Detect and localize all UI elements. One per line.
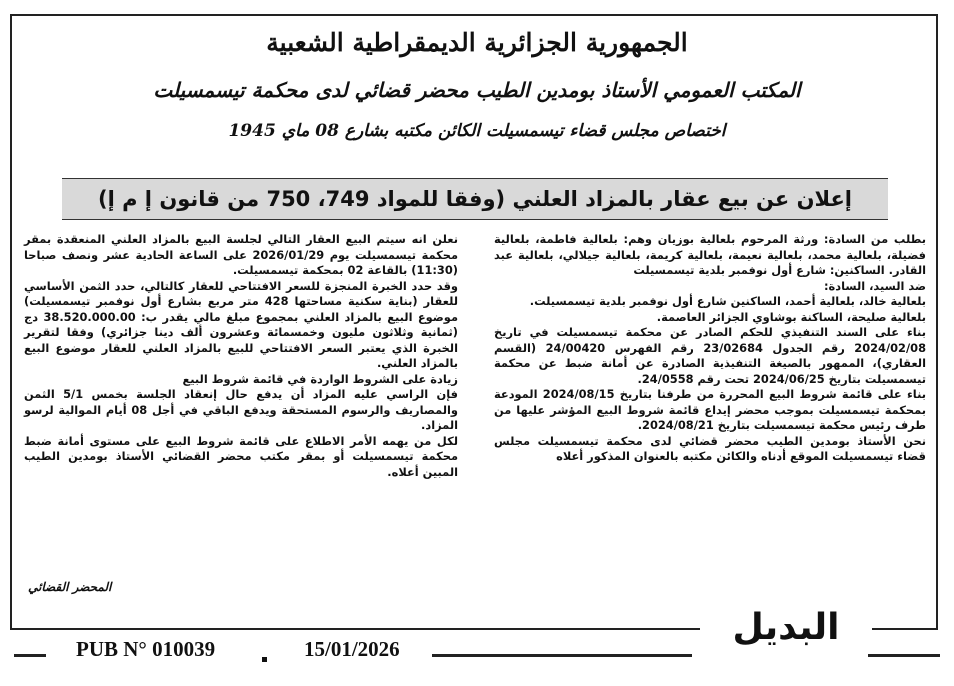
left-paragraph: وقد حدد الخبرة المنجزة للسعر الافتتاحي للعقار كالتالي، حدد الثمن الأساسي للعقار (بناية سكنية مساحتها 428 متر مربع بشارع أول نوفمبر تيسمسيلت) موضوع البيع بالمزاد العلني بمجموع مبلغ مالي يقدر ب: 38.520.000.00 دج (ثمانية وثلاثون مليون وخمسمائة وعشرون ألف دينا جزائري) وفقا لتقرير الخبرة الذي يعتبر السعر الافتتاحي للبيع بالمزاد العلني للعقار موضوع البيع بالمزاد العلني.	[24, 278, 458, 370]
left-paragraph: فإن الراسي عليه المزاد أن يدفع حال إنعقاد الجلسة بخمس 5/1 الثمن والمصاريف والرسوم المستحقة ويدفع الباقي في أجل 08 أيام الموالية لرسو المزاد.	[24, 387, 458, 432]
right-paragraph: بطلب من السادة: ورثة المرحوم بلعالية بوزيان وهم: بلعالية فاطمة، بلعالية فضيلة، بلعالية محمد، بلعالية نعيمة، بلعالية كريمة، بلعالية جيلالي، بلعالية عبد القادر. الساكنين: شارع أول نوفمبر بلدية تيسمسيلت	[494, 232, 926, 277]
right-paragraph: نحن الأستاذ بومدين الطيب محضر قضائي لدى محكمة تيسمسيلت مجلس قضاء تيسمسيلت الموقع أدناه والكائن مكتبه بالعنوان المذكور أعلاه	[494, 433, 926, 463]
footer-rule-left	[14, 654, 46, 657]
announcement-title: إعلان عن بيع عقار بالمزاد العلني (وفقا للمواد 749، 750 من قانون إ م إ)	[62, 178, 888, 220]
left-paragraph: زيادة على الشروط الواردة في قائمة شروط البيع	[182, 371, 458, 386]
left-paragraph: لكل من يهمه الأمر الاطلاع على قائمة شروط البيع على مستوى أمانة ضبط محكمة تيسمسيلت أو بمقر مكتب محضر القضائي الأستاذ بومدين الطيب المبين أعلاه.	[24, 433, 458, 479]
publication-number: PUB N° 010039	[72, 637, 219, 662]
footer-rule-right	[868, 654, 940, 657]
right-paragraph: بلعالية صليحة، الساكنة بوشاوي الجزائر العاصمة.	[656, 309, 926, 324]
right-column	[494, 232, 926, 465]
right-paragraph: بلعالية خالد، بلعالية أحمد، الساكنين شارع أول نوفمبر بلدية تيسمسيلت.	[529, 294, 926, 308]
publication-logo: البديل	[700, 604, 872, 652]
left-column	[24, 232, 458, 480]
right-paragraph: ضد السيد، السادة:	[823, 278, 926, 293]
publication-date: 15/01/2026	[300, 637, 404, 662]
right-paragraph: بناء على قائمة شروط البيع المحررة من طرفنا بتاريخ 2024/08/15 المودعة بمحكمة تيسمسيلت بموجب محضر إيداع قائمة شروط البيع المؤشر عليها من طرف رئيس محكمة تيسمسيلت بتاريخ 2024/08/21.	[494, 387, 926, 432]
separator-dot	[262, 657, 267, 662]
right-paragraph: بناء على السند التنفيذي للحكم الصادر عن محكمة تيسمسيلت في تاريخ 2024/02/08 رقم الجدول 23/02684 رقم الفهرس 24/00420 (القسم العقاري)، الممهور بالصيغة التنفيذية الصادرة عن أمانة ضبط عن محكمة تيسمسيلت بتاريخ 2024/06/25 تحت رقم 24/0558.	[494, 325, 926, 386]
office-heading: المكتب العمومي الأستاذ بومدين الطيب محضر قضائي لدى محكمة تيسمسيلت	[153, 78, 801, 102]
left-paragraph: نعلن انه سيتم البيع العقار التالي لجلسة البيع بالمزاد العلني المنعقدة بمقر محكمة تيسمسيلت يوم 2026/01/29 على الساعة الحادية عشر ونصف صباحا (11:30) بالقاعة 02 بمحكمة تيسمسيلت.	[24, 232, 458, 277]
bailiff-signature: المحضر القضائي	[28, 580, 112, 594]
republic-heading: الجمهورية الجزائرية الديمقراطية الشعبية	[266, 28, 688, 57]
footer-rule-middle	[432, 654, 692, 657]
jurisdiction-heading: اختصاص مجلس قضاء تيسمسيلت الكائن مكتبه بشارع 08 ماي 1945	[228, 121, 726, 141]
